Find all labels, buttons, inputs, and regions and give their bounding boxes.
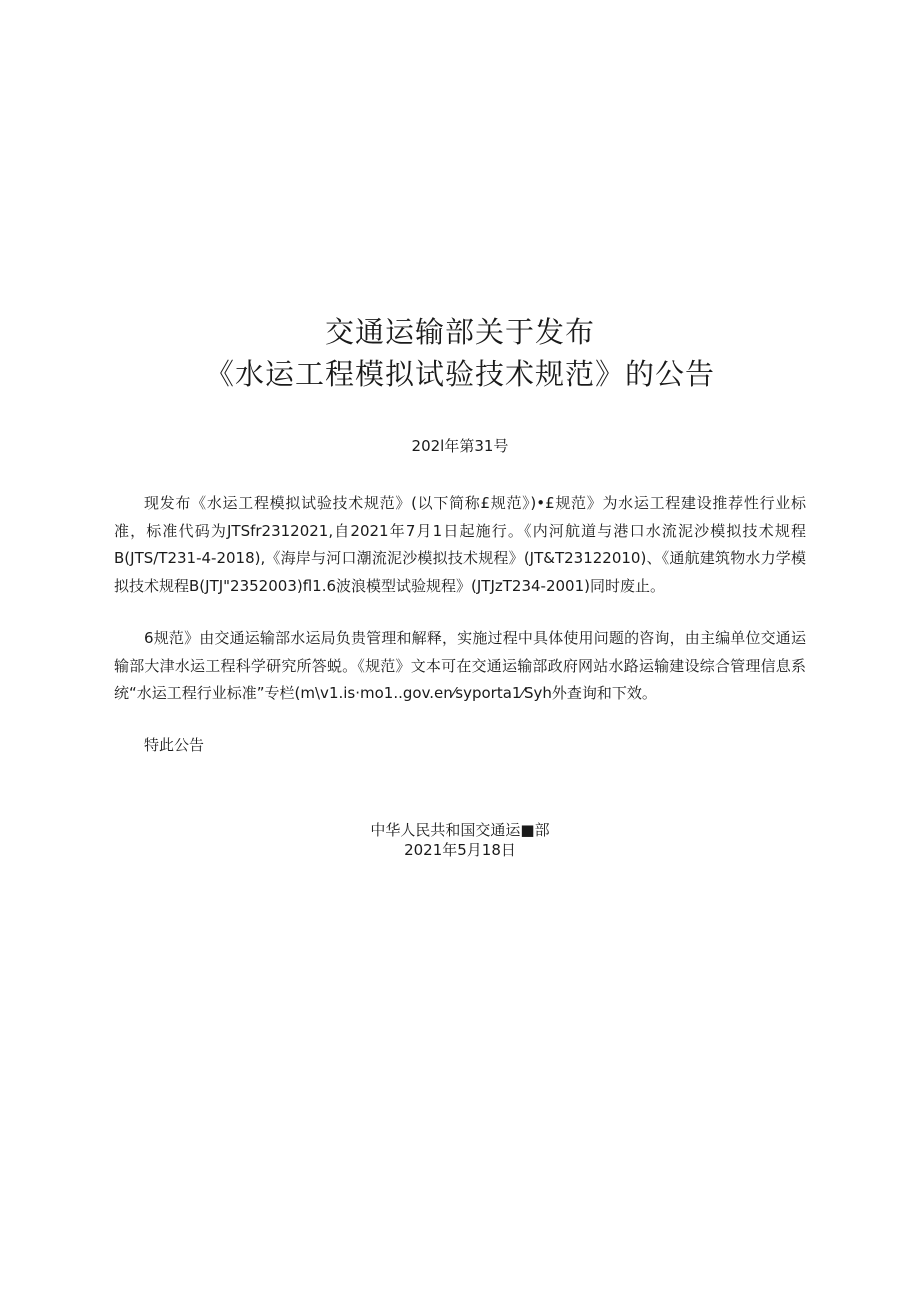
issue-date: 2021年5月18日 [404, 841, 516, 859]
paragraph-2: 6规范》由交通运输部水运局负贵管理和解释，实施过程中具体使用问题的咨询，由主编单位交通运输部大津水运工程科学研究所答蜕。《规范》文本可在交通运输部政府网站水路运输建设综合管理信息系统“水运工程行业标准”专栏(m\v1.is·mo1..gov.en⁄syporta1⁄Syh外查询和下效。 [114, 629, 806, 702]
paragraph-2-block [114, 625, 806, 708]
paragraph-1: 现发布《水运工程模拟试验技术规范》(以下简称£规范》)•£规范》为水运工程建设推荐性行业标准，标准代码为JTSfr2312021,自2021年7月1日起施行。《内河航道与港口水流泥沙模拟技术规程B(JTS/T231-4-2018),《海岸与河口潮流泥沙模拟技术规程》(JT&T23122010)、《通航建筑物水力学模拟技术规程B(JTJ"2352003)fl1.6波浪模型试验规程》(JTJzT234-2001)同时废止。 [114, 494, 806, 595]
title-line-2: 《水运工程模拟试验技术规范》的公告 [204, 357, 715, 391]
paragraph-3-block [114, 732, 806, 760]
title-line-1: 交通运输部关于发布 [324, 315, 595, 349]
signatory: 中华人民共和国交通运■部 [370, 821, 550, 839]
closing-statement: 特此公告 [144, 736, 205, 754]
paragraph-1-block [114, 490, 806, 600]
document-number: 202l年第31号 [411, 437, 509, 455]
